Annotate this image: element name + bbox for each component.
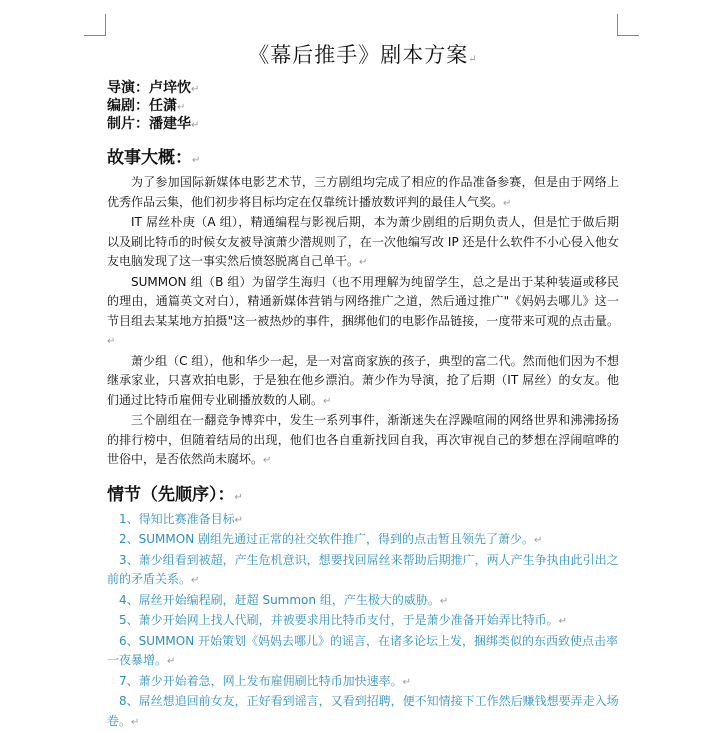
plot-item: 4、屌丝开始编程刷，赶超 Summon 组，产生极大的威胁。↵ xyxy=(119,592,449,607)
synopsis-paragraph: IT 屌丝朴庚（A 组），精通编程与影视后期，本为萧少剧组的后期负责人，但是忙于做后期以及刷比特币的时候女友被导演萧少潜规则了，在一次他编写改 IP 还是什么软件不小心侵入他女友电脑发现了这一事实然后愤怒脱离自己单干。↵ xyxy=(107,215,619,268)
synopsis-heading: 故事大概：↵ xyxy=(107,148,201,168)
crop-mark-top-left xyxy=(84,35,106,36)
plot-item: 6、SUMMON 开始策划《妈妈去哪儿》的谣言，在诸多论坛上发，捆绑类似的东西致使点击率一夜暴增。↵ xyxy=(107,633,618,667)
synopsis-paragraph: 为了参加国际新媒体电影艺术节，三方剧组均完成了相应的作品准备参赛，但是由于网络上优秀作品云集，他们初步将目标均定在仅靠统计播放数评判的最佳人气奖。↵ xyxy=(107,175,619,209)
synopsis-paragraph: 三个剧组在一翻竞争博弈中，发生一系列事件，渐渐迷失在浮躁喧闹的网络世界和沸沸扬扬的排行榜中，但随着结局的出现，他们也各自重新找回自我，再次审视自己的梦想在浮闹喧哗的世俗中，是否依然尚未腐坏。↵ xyxy=(107,413,619,466)
plot-item: 5、萧少开始网上找人代刷，并被要求用比特币支付，于是萧少准备开始弄比特币。↵ xyxy=(119,613,568,627)
crop-mark-top-right xyxy=(617,35,639,36)
crop-mark-top-right xyxy=(617,14,618,36)
credit-director: 导演：卢垶忺↵ xyxy=(107,80,200,96)
synopsis-paragraph: 萧少组（C 组），他和华少一起，是一对富商家族的孩子，典型的富二代。然而他们因为不想继承家业，只喜欢拍电影，于是独在他乡漂泊。萧少作为导演，抢了后期（IT 屌丝）的女友。他们通过比特币雇佣专业刷播放数的人刷。↵ xyxy=(107,353,619,407)
plot-item: 3、萧少组看到被超，产生危机意识，想要找回屌丝来帮助后期推广，两人产生争执由此引出之前的矛盾关系。↵ xyxy=(107,552,619,586)
plot-item: 8、屌丝想追回前女友，正好看到谣言，又看到招聘，便不知情接下工作然后赚钱想要弄走入场卷。↵ xyxy=(107,694,619,728)
plot-item: 2、SUMMON 剧组先通过正常的社交软件推广，得到的点击暂且领先了萧少。↵ xyxy=(119,532,543,546)
document-page[interactable] xyxy=(107,40,619,732)
plot-heading: 情节（先顺序）：↵ xyxy=(107,484,243,505)
document-title: 《幕后推手》剧本方案↵ xyxy=(248,43,478,67)
plot-item: 7、萧少开始着急，网上发布雇佣刷比特币加快速率。↵ xyxy=(119,673,412,688)
credit-writer: 编剧：任潇↵ xyxy=(107,98,186,114)
credit-producer: 制片：潘建华↵ xyxy=(107,116,200,132)
synopsis-paragraph: SUMMON 组（B 组）为留学生海归（也不用理解为纯留学生，总之是出于某种装逼或移民的理由，通篇英文对白），精通新媒体营销与网络推广之道，然后通过推广"《妈妈去哪儿》这一节目组去某某地方拍摄"这一被热炒的事件，捆绑他们的电影作品链接，一度带来可观的点击量。↵ xyxy=(107,274,619,347)
plot-item: 1、得知比赛准备目标↵ xyxy=(119,511,244,526)
crop-mark-top-left xyxy=(105,14,106,36)
